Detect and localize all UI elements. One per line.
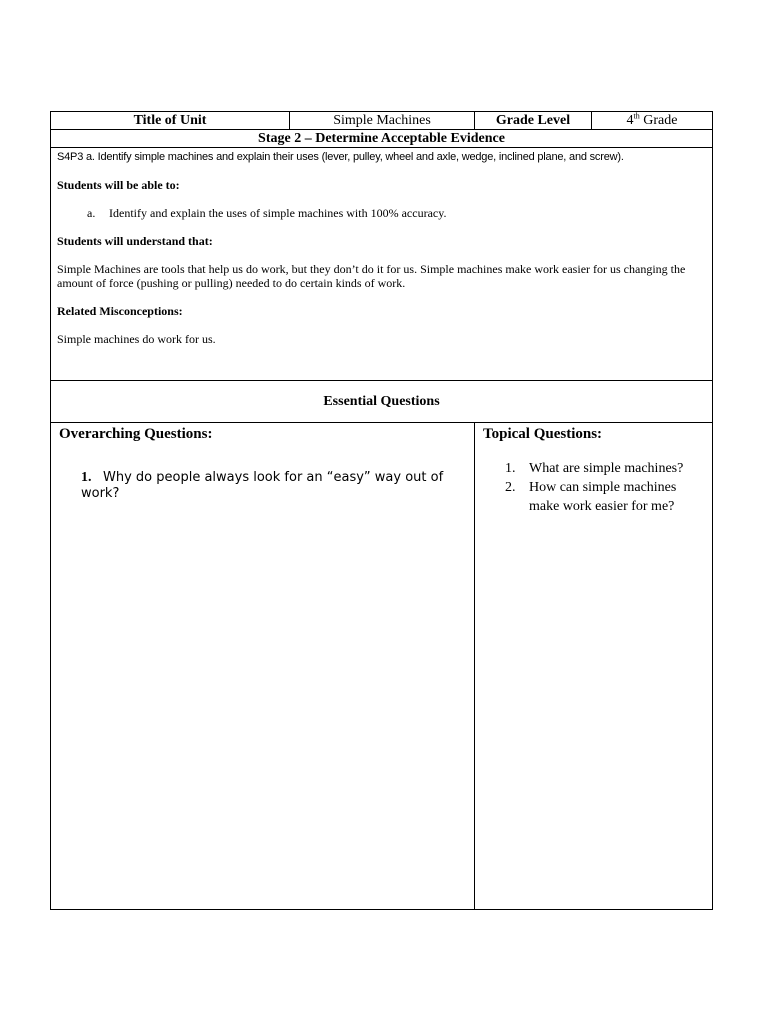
essential-row [51,381,713,423]
topical-list [483,459,704,516]
standard-text: S4P3 a. Identify simple machines and explain their uses (lever, pulley, wheel and axle, wedge, inclined plane, and screw). [57,151,624,163]
understand-label: Students will understand that: [57,234,213,248]
topical-label: Topical Questions: [483,426,603,442]
understand-text: Simple Machines are tools that help us do work, but they don’t do it for us. Simple machines make work easier for us changing the amount of force (pushing or pulling) needed to do certain kinds of work. [57,262,686,290]
topical-item-text: How can simple machines make work easier for me? [529,480,677,514]
overarching-item-text: Why do people always look for an “easy” way out of work? [81,470,444,501]
able-item-text: Identify and explain the uses of simple machines with 100% accuracy. [109,206,447,220]
content-row [51,148,713,381]
topical-item [505,478,704,516]
stage-row [51,130,713,148]
overarching-cell [51,423,475,910]
essential-questions-title: Essential Questions [51,381,713,423]
unit-plan-table [50,111,713,423]
header-row [51,112,713,130]
overarching-item [59,470,466,501]
questions-row [51,423,713,910]
grade-ordinal: th [633,111,640,121]
stage-title: Stage 2 – Determine Acceptable Evidence [51,130,713,148]
overarching-label: Overarching Questions: [59,426,213,442]
unit-plan-sheet [50,111,712,910]
able-item [57,206,706,220]
grade-level-value [592,112,713,130]
able-item-letter: a. [87,206,96,220]
questions-table [50,422,713,910]
topical-item-text: What are simple machines? [529,461,684,476]
misconceptions-text: Simple machines do work for us. [57,332,216,346]
unit-title-value: Simple Machines [290,112,475,130]
topical-cell [475,423,713,910]
topical-item-number: 1. [505,461,516,476]
grade-level-label: Grade Level [475,112,592,130]
topical-item-number: 2. [505,480,516,495]
grade-number: 4 [626,113,634,128]
misconceptions-label: Related Misconceptions: [57,304,183,318]
content-cell [51,148,713,381]
overarching-item-number: 1. [81,470,92,485]
topical-item [505,459,704,478]
grade-word: Grade [643,113,678,128]
able-label: Students will be able to: [57,178,180,192]
title-of-unit-label: Title of Unit [51,112,290,130]
